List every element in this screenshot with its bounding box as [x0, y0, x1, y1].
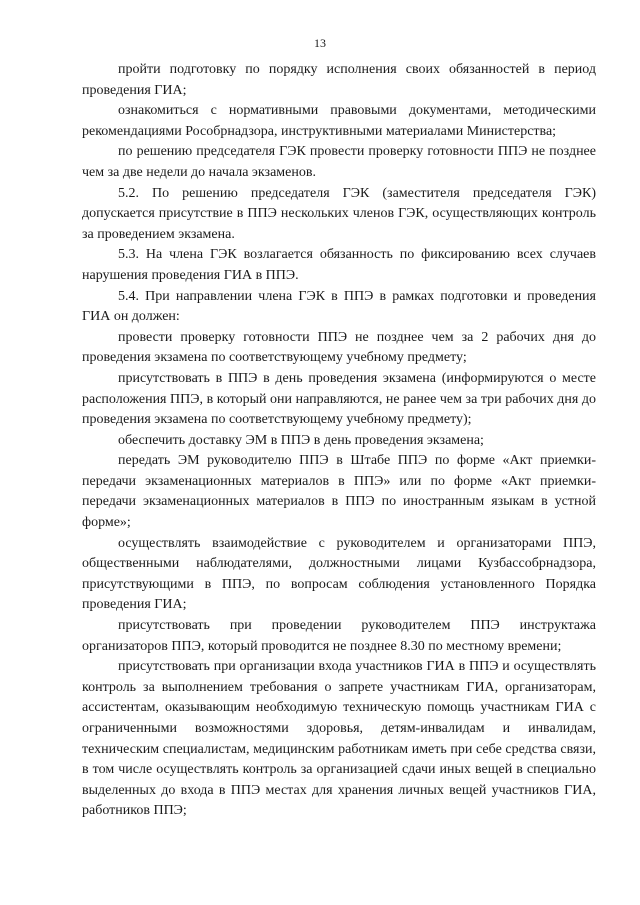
paragraph-2: ознакомиться с нормативными правовыми документами, методическими рекомендациями Рособрнадзора, инструктивными материалами Министерства;	[82, 103, 596, 139]
paragraph-1: пройти подготовку по порядку исполнения своих обязанностей в период проведения ГИА;	[82, 62, 596, 98]
paragraph-11: осуществлять взаимодействие с руководителем и организаторами ППЭ, общественными наблюдателями, должностными лицами Кузбассобрнадзора, присутствующими в ППЭ, по вопросам соблюдения установленного Порядка проведения ГИА;	[82, 535, 596, 613]
paragraph-4: 5.2. По решению председателя ГЭК (заместителя председателя ГЭК) допускается присутствие в ППЭ нескольких членов ГЭК, осуществляющих контроль за проведением экзамена.	[82, 185, 596, 242]
page-number: 13	[314, 36, 326, 50]
paragraph-12: присутствовать при проведении руководителем ППЭ инструктажа организаторов ППЭ, который проводится не позднее 8.30 по местному времени;	[82, 618, 596, 654]
document-body	[82, 60, 596, 822]
paragraph-13: присутствовать при организации входа участников ГИА в ППЭ и осуществлять контроль за выполнением требования о запрете участникам ГИА, организаторам, ассистентам, оказывающим необходимую техническую помощь участникам ГИА с ограниченными возможностями здоровья, детям-инвалидам и инвалидам, техническим специалистам, медицинским работникам иметь при себе средства связи, в том числе осуществлять контроль за организацией сдачи иных вещей в специально выделенных до входа в ППЭ местах для хранения личных вещей участников ГИА, работников ППЭ;	[82, 659, 596, 819]
paragraph-6: 5.4. При направлении члена ГЭК в ППЭ в рамках подготовки и проведения ГИА он должен:	[82, 288, 596, 325]
paragraph-3: по решению председателя ГЭК провести проверку готовности ППЭ не позднее чем за две недели до начала экзаменов.	[82, 144, 596, 180]
paragraph-8: присутствовать в ППЭ в день проведения экзамена (информируются о месте расположения ППЭ, в который они направляются, не ранее чем за три рабочих дня до проведения экзамена по соответствующему учебному предмету);	[82, 370, 596, 428]
paragraph-7: провести проверку готовности ППЭ не позднее чем за 2 рабочих дня до проведения экзамена по соответствующему учебному предмету;	[82, 329, 596, 366]
paragraph-5: 5.3. На члена ГЭК возлагается обязанность по фиксированию всех случаев нарушения проведения ГИА в ППЭ.	[82, 247, 596, 283]
paragraph-10: передать ЭМ руководителю ППЭ в Штабе ППЭ по форме «Акт приемки-передачи экзаменационных материалов в ППЭ» или по форме «Акт приемки-передачи экзаменационных материалов в ППЭ по иностранным языкам в устной форме»;	[82, 453, 596, 531]
paragraph-9: обеспечить доставку ЭМ в ППЭ в день проведения экзамена;	[118, 432, 484, 448]
